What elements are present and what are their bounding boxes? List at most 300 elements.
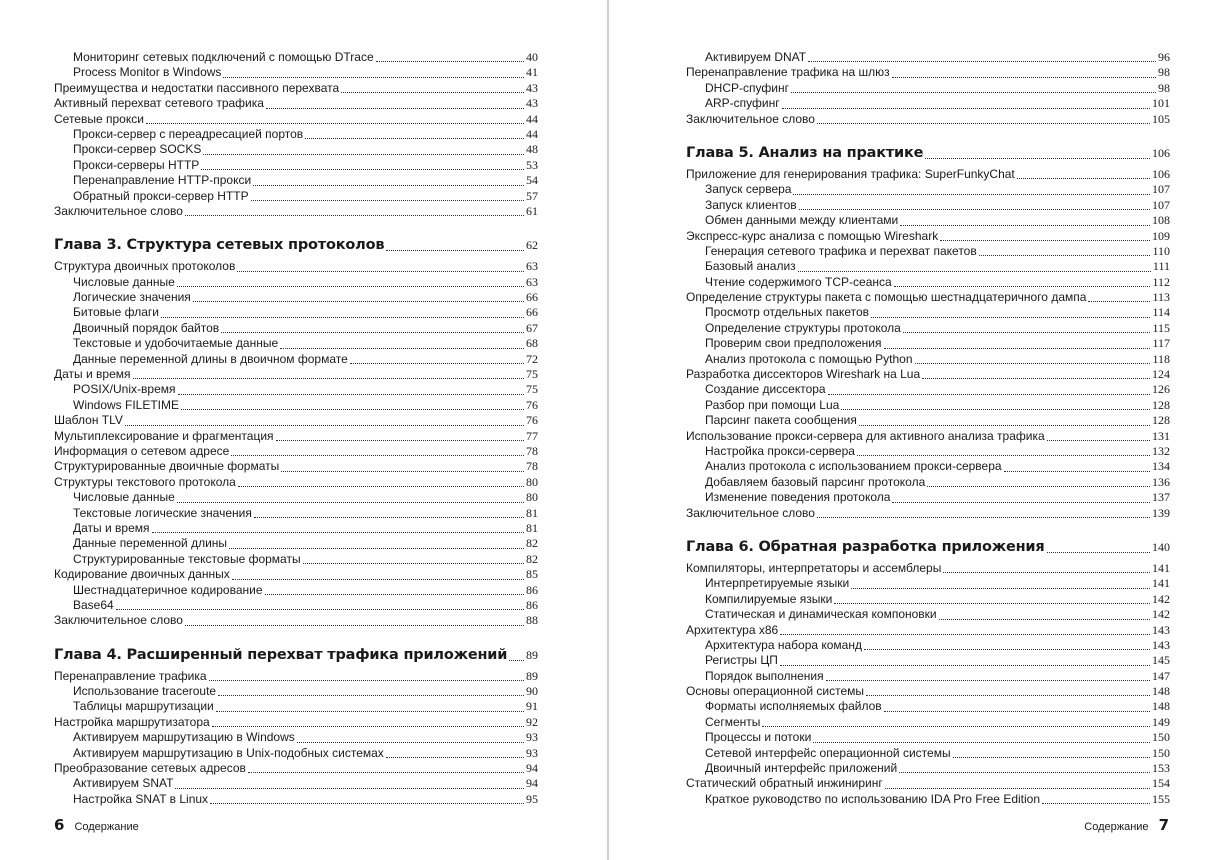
toc-entry bbox=[54, 429, 538, 444]
dot-leader bbox=[350, 353, 524, 364]
dot-leader bbox=[297, 732, 524, 743]
toc-entry bbox=[686, 413, 1170, 428]
dot-leader bbox=[851, 578, 1150, 589]
toc-entry-page: 76 bbox=[526, 397, 538, 412]
dot-leader bbox=[793, 184, 1150, 195]
toc-entry-title: Анализ протокола с помощью Python bbox=[705, 351, 913, 366]
dot-leader bbox=[799, 199, 1150, 210]
toc-entry-title: Разработка диссекторов Wireshark на Lua bbox=[686, 367, 921, 382]
toc-entry-title: Даты и время bbox=[54, 367, 131, 382]
toc-entry bbox=[54, 321, 538, 336]
toc-entry bbox=[54, 730, 538, 745]
toc-entry-page: 132 bbox=[1152, 443, 1170, 458]
toc-entry-page: 155 bbox=[1152, 791, 1170, 806]
toc-entry-title: Процессы и потоки bbox=[705, 730, 812, 745]
dot-leader bbox=[1047, 430, 1150, 441]
dot-leader bbox=[894, 276, 1151, 287]
toc-entry-title: Текстовые логические значения bbox=[73, 505, 252, 520]
toc-entry bbox=[54, 506, 538, 521]
dot-leader bbox=[376, 51, 524, 62]
toc-entry-title: Активируем маршрутизацию в Windows bbox=[73, 730, 295, 745]
toc-entry bbox=[54, 459, 538, 474]
toc-entry-title: Статический обратный инжиниринг bbox=[686, 776, 883, 791]
toc-entry-title: Сегменты bbox=[705, 714, 761, 729]
toc-entry bbox=[686, 653, 1170, 668]
dot-leader bbox=[509, 650, 524, 661]
dot-leader bbox=[116, 599, 524, 610]
toc-entry-page: 40 bbox=[526, 50, 538, 64]
toc-entry bbox=[686, 607, 1170, 622]
toc-entry-title: Настройка SNAT в Linux bbox=[73, 791, 209, 806]
dot-leader bbox=[884, 701, 1150, 712]
toc-entry bbox=[54, 552, 538, 567]
toc-entry bbox=[54, 96, 538, 111]
dot-leader bbox=[386, 240, 524, 251]
toc-entry-title: Архитектура x86 bbox=[686, 622, 779, 637]
toc-entry-page: 67 bbox=[526, 320, 538, 335]
toc-entry-page: 141 bbox=[1152, 560, 1170, 575]
toc-entry-page: 141 bbox=[1152, 576, 1170, 591]
toc-entry-title: Активный перехват сетевого трафика bbox=[54, 96, 264, 111]
toc-entry-title: Битовые флаги bbox=[73, 305, 159, 320]
dot-leader bbox=[254, 507, 524, 518]
dot-leader bbox=[281, 461, 524, 472]
toc-entry-page: 80 bbox=[526, 474, 538, 489]
toc-entry bbox=[54, 792, 538, 807]
toc-entry-page: 66 bbox=[526, 290, 538, 305]
toc-entry bbox=[686, 65, 1170, 80]
toc-entry-title: Активируем DNAT bbox=[705, 50, 807, 64]
toc-entry bbox=[54, 50, 538, 65]
toc-entry-title: Таблицы маршрутизации bbox=[73, 699, 214, 714]
dot-leader bbox=[857, 445, 1150, 456]
dot-leader bbox=[216, 701, 524, 712]
toc-entry-title: Преимущества и недостатки пассивного перехвата bbox=[54, 80, 340, 95]
dot-leader bbox=[940, 230, 1150, 241]
toc-entry bbox=[686, 290, 1170, 305]
toc-entry-title: Текстовые и удобочитаемые данные bbox=[73, 336, 279, 351]
toc-entry-title: Данные переменной длины в двоичном формате bbox=[73, 351, 348, 366]
dot-leader bbox=[210, 793, 524, 804]
toc-entry-title: Проверим свои предположения bbox=[705, 336, 882, 351]
toc-entry bbox=[686, 623, 1170, 638]
dot-leader bbox=[237, 261, 524, 272]
dot-leader bbox=[303, 553, 524, 564]
dot-leader bbox=[209, 670, 524, 681]
toc-entry bbox=[54, 189, 538, 204]
toc-entry bbox=[54, 475, 538, 490]
dot-leader bbox=[762, 716, 1150, 727]
toc-entry-page: 86 bbox=[526, 597, 538, 612]
dot-leader bbox=[201, 159, 524, 170]
dot-leader bbox=[305, 128, 524, 139]
toc-entry-page: 137 bbox=[1152, 490, 1170, 505]
toc-entry bbox=[686, 669, 1170, 684]
toc-entry-page: 118 bbox=[1152, 351, 1170, 366]
dot-leader bbox=[817, 507, 1150, 518]
footer-left bbox=[54, 816, 139, 834]
dot-leader bbox=[791, 82, 1156, 93]
dot-leader bbox=[177, 492, 524, 503]
toc-entry-title: Статическая и динамическая компоновки bbox=[705, 607, 937, 622]
toc-entry-page: 44 bbox=[526, 126, 538, 141]
dot-leader bbox=[841, 399, 1150, 410]
dot-leader bbox=[834, 593, 1150, 604]
dot-leader bbox=[828, 384, 1150, 395]
toc-entry-title: Определение структуры протокола bbox=[705, 320, 901, 335]
toc-entry-page: 115 bbox=[1152, 320, 1170, 335]
toc-entry-page: 113 bbox=[1152, 290, 1170, 305]
toc-entry-title: Шаблон TLV bbox=[54, 413, 123, 428]
toc-entry-page: 63 bbox=[526, 259, 538, 274]
toc-entry-page: 81 bbox=[526, 520, 538, 535]
toc-entry-page: 142 bbox=[1152, 591, 1170, 606]
toc-entry bbox=[54, 398, 538, 413]
toc-entry-page: 54 bbox=[526, 173, 538, 188]
toc-entry-title: Даты и время bbox=[73, 520, 150, 535]
toc-entry-page: 89 bbox=[526, 647, 538, 662]
toc-entry bbox=[54, 81, 538, 96]
toc-entry bbox=[686, 50, 1170, 65]
toc-entry-page: 111 bbox=[1152, 259, 1170, 274]
toc-entry bbox=[54, 521, 538, 536]
dot-leader bbox=[782, 98, 1150, 109]
toc-entry-title: Обратный прокси-сервер HTTP bbox=[73, 188, 249, 203]
toc-entry bbox=[686, 81, 1170, 96]
dot-leader bbox=[1042, 793, 1150, 804]
toc-entry-page: 154 bbox=[1152, 776, 1170, 791]
dot-leader bbox=[1017, 168, 1150, 179]
toc-entry-page: 43 bbox=[526, 96, 538, 111]
toc-entry-page: 110 bbox=[1152, 243, 1170, 258]
toc-entry-page: 149 bbox=[1152, 714, 1170, 729]
toc-entry-page: 92 bbox=[526, 714, 538, 729]
toc-chapter-heading bbox=[686, 536, 1170, 558]
dot-leader bbox=[178, 384, 525, 395]
toc-entry-page: 57 bbox=[526, 188, 538, 203]
toc-entry-title: Активируем маршрутизацию в Unix-подобных системах bbox=[73, 745, 384, 760]
toc-entry bbox=[54, 336, 538, 351]
toc-entry-page: 85 bbox=[526, 567, 538, 582]
toc-entry-title: Числовые данные bbox=[73, 274, 175, 289]
toc-entry-page: 106 bbox=[1152, 145, 1170, 160]
toc-entry-title: Перенаправление HTTP-прокси bbox=[73, 173, 252, 188]
dot-leader bbox=[146, 113, 524, 124]
toc-entry bbox=[686, 259, 1170, 274]
toc-entry-title: Обмен данными между клиентами bbox=[705, 213, 899, 228]
dot-leader bbox=[1004, 461, 1150, 472]
dot-leader bbox=[181, 399, 524, 410]
dot-leader bbox=[218, 685, 524, 696]
toc-entry bbox=[686, 112, 1170, 127]
dot-leader bbox=[1088, 291, 1150, 302]
toc-entry bbox=[54, 352, 538, 367]
toc-entry-page: 143 bbox=[1152, 637, 1170, 652]
toc-entry bbox=[54, 583, 538, 598]
toc-entry-page: 86 bbox=[526, 582, 538, 597]
toc-entry bbox=[686, 638, 1170, 653]
page-number: 7 bbox=[1158, 816, 1169, 834]
toc-entry-page: 142 bbox=[1152, 607, 1170, 622]
toc-entry-page: 61 bbox=[526, 203, 538, 218]
toc-chapter-heading bbox=[686, 142, 1170, 164]
toc-chapter-heading bbox=[54, 234, 538, 256]
toc-entry bbox=[54, 65, 538, 80]
toc-entry-page: 80 bbox=[526, 490, 538, 505]
dot-leader bbox=[780, 624, 1150, 635]
toc-entry-title: Сетевые прокси bbox=[54, 111, 144, 126]
toc-entry-title: Прокси-сервер SOCKS bbox=[73, 142, 202, 157]
toc-entry bbox=[54, 490, 538, 505]
toc-entry bbox=[54, 275, 538, 290]
toc-entry bbox=[54, 382, 538, 397]
toc-entry-title: Мультиплексирование и фрагментация bbox=[54, 428, 274, 443]
toc-entry-title: Прокси-серверы HTTP bbox=[73, 157, 200, 172]
toc-entry-page: 150 bbox=[1152, 745, 1170, 760]
footer-right bbox=[1084, 816, 1169, 834]
toc-entry-page: 114 bbox=[1152, 305, 1170, 320]
toc-entry-page: 147 bbox=[1152, 668, 1170, 683]
toc-entry-page: 62 bbox=[526, 238, 538, 253]
toc-entry bbox=[54, 776, 538, 791]
toc-entry-page: 75 bbox=[526, 367, 538, 382]
toc-entry-title: Двоичный порядок байтов bbox=[73, 320, 220, 335]
dot-leader bbox=[943, 562, 1150, 573]
toc-entry-page: 107 bbox=[1152, 182, 1170, 197]
dot-leader bbox=[892, 492, 1150, 503]
toc-entry-title: Заключительное слово bbox=[686, 505, 815, 520]
toc-entry bbox=[686, 761, 1170, 776]
toc-entry-page: 148 bbox=[1152, 684, 1170, 699]
toc-entry-page: 66 bbox=[526, 305, 538, 320]
toc-entry-page: 75 bbox=[526, 382, 538, 397]
dot-leader bbox=[248, 762, 524, 773]
dot-leader bbox=[251, 190, 524, 201]
toc-entry bbox=[54, 536, 538, 551]
toc-entry-page: 53 bbox=[526, 157, 538, 172]
toc-entry bbox=[686, 459, 1170, 474]
toc-entry-page: 88 bbox=[526, 613, 538, 628]
toc-entry bbox=[686, 506, 1170, 521]
toc-entry-title: Структурированные текстовые форматы bbox=[73, 551, 301, 566]
dot-leader bbox=[238, 476, 524, 487]
toc-entry bbox=[54, 669, 538, 684]
toc-entry-title: Разбор при помощи Lua bbox=[705, 397, 840, 412]
dot-leader bbox=[859, 415, 1150, 426]
toc-entry bbox=[54, 305, 538, 320]
toc-entry bbox=[686, 730, 1170, 745]
dot-leader bbox=[266, 98, 524, 109]
toc-entry bbox=[686, 776, 1170, 791]
toc-entry-title: Просмотр отдельных пакетов bbox=[705, 305, 870, 320]
toc-entry bbox=[54, 413, 538, 428]
toc-entry-title: Основы операционной системы bbox=[686, 684, 864, 699]
dot-leader bbox=[175, 778, 524, 789]
toc-entry bbox=[54, 444, 538, 459]
toc-entry-title: Данные переменной длины bbox=[73, 536, 228, 551]
toc-entry bbox=[686, 592, 1170, 607]
toc-entry bbox=[54, 112, 538, 127]
toc-entry-page: 108 bbox=[1152, 213, 1170, 228]
dot-leader bbox=[899, 762, 1150, 773]
toc-entry-title: Настройка маршрутизатора bbox=[54, 714, 210, 729]
toc-entry-title: Информация о сетевом адресе bbox=[54, 443, 230, 458]
dot-leader bbox=[232, 569, 524, 580]
table-of-contents-left bbox=[54, 50, 538, 807]
dot-leader bbox=[276, 430, 524, 441]
toc-entry-title: Преобразование сетевых адресов bbox=[54, 761, 246, 776]
toc-entry-page: 145 bbox=[1152, 653, 1170, 668]
toc-entry bbox=[686, 198, 1170, 213]
dot-leader bbox=[922, 368, 1150, 379]
toc-entry-page: 44 bbox=[526, 111, 538, 126]
dot-leader bbox=[953, 747, 1150, 758]
toc-entry bbox=[686, 715, 1170, 730]
dot-leader bbox=[185, 615, 524, 626]
toc-entry bbox=[54, 142, 538, 157]
toc-entry bbox=[54, 761, 538, 776]
dot-leader bbox=[125, 415, 524, 426]
dot-leader bbox=[212, 716, 524, 727]
toc-entry bbox=[54, 204, 538, 219]
dot-leader bbox=[826, 670, 1150, 681]
toc-entry-title: Windows FILETIME bbox=[73, 397, 180, 412]
toc-entry-page: 128 bbox=[1152, 413, 1170, 428]
toc-entry-page: 131 bbox=[1152, 428, 1170, 443]
dot-leader bbox=[798, 261, 1151, 272]
toc-entry bbox=[686, 96, 1170, 111]
toc-entry-page: 96 bbox=[1158, 50, 1170, 64]
dot-leader bbox=[903, 322, 1151, 333]
toc-entry-title: Кодирование двоичных данных bbox=[54, 567, 230, 582]
toc-entry-title: Запуск сервера bbox=[705, 182, 792, 197]
dot-leader bbox=[133, 368, 525, 379]
toc-entry-title: Глава 4. Расширенный перехват трафика приложений bbox=[54, 646, 508, 663]
toc-entry-page: 43 bbox=[526, 80, 538, 95]
toc-entry bbox=[686, 244, 1170, 259]
toc-entry bbox=[54, 173, 538, 188]
toc-entry-title: Мониторинг сетевых подключений с помощью DTrace bbox=[73, 50, 374, 64]
toc-entry-page: 117 bbox=[1152, 336, 1170, 351]
toc-entry bbox=[54, 699, 538, 714]
dot-leader bbox=[193, 291, 524, 302]
toc-entry bbox=[686, 352, 1170, 367]
toc-entry-page: 93 bbox=[526, 745, 538, 760]
toc-entry bbox=[54, 715, 538, 730]
running-head: Содержание bbox=[74, 821, 139, 833]
dot-leader bbox=[152, 522, 525, 533]
toc-entry bbox=[686, 213, 1170, 228]
toc-entry-page: 41 bbox=[526, 65, 538, 80]
toc-entry bbox=[686, 792, 1170, 807]
toc-entry-page: 93 bbox=[526, 730, 538, 745]
dot-leader bbox=[223, 67, 524, 78]
toc-entry-page: 148 bbox=[1152, 699, 1170, 714]
dot-leader bbox=[341, 82, 524, 93]
toc-entry-title: Заключительное слово bbox=[686, 111, 815, 126]
toc-entry-title: Глава 6. Обратная разработка приложения bbox=[686, 538, 1045, 555]
toc-entry-title: Архитектура набора команд bbox=[705, 637, 862, 652]
toc-entry-title: Структура двоичных протоколов bbox=[54, 259, 236, 274]
toc-entry-title: Шестнадцатеричное кодирование bbox=[73, 582, 263, 597]
toc-entry bbox=[686, 684, 1170, 699]
dot-leader bbox=[885, 778, 1150, 789]
toc-entry-page: 82 bbox=[526, 536, 538, 551]
toc-entry-title: Определение структуры пакета с помощью шестнадцатеричного дампа bbox=[686, 290, 1087, 305]
toc-entry bbox=[686, 367, 1170, 382]
toc-entry-page: 101 bbox=[1152, 96, 1170, 111]
toc-entry-page: 90 bbox=[526, 684, 538, 699]
toc-entry-page: 105 bbox=[1152, 111, 1170, 126]
dot-leader bbox=[979, 245, 1151, 256]
toc-entry-title: Логические значения bbox=[73, 290, 191, 305]
toc-entry-page: 77 bbox=[526, 428, 538, 443]
toc-entry-title: Перенаправление трафика bbox=[54, 668, 207, 683]
dot-leader bbox=[927, 476, 1150, 487]
toc-entry bbox=[686, 336, 1170, 351]
dot-leader bbox=[177, 276, 524, 287]
toc-entry-title: Анализ протокола с использованием прокси-сервера bbox=[705, 459, 1002, 474]
toc-entry-title: Перенаправление трафика на шлюз bbox=[686, 65, 890, 80]
dot-leader bbox=[817, 113, 1150, 124]
toc-entry bbox=[686, 699, 1170, 714]
toc-entry bbox=[686, 561, 1170, 576]
toc-entry-page: 98 bbox=[1158, 80, 1170, 95]
dot-leader bbox=[915, 353, 1151, 364]
toc-entry-title: Числовые данные bbox=[73, 490, 175, 505]
toc-entry bbox=[686, 321, 1170, 336]
dot-leader bbox=[253, 175, 524, 186]
toc-entry bbox=[54, 613, 538, 628]
toc-entry bbox=[686, 229, 1170, 244]
toc-entry bbox=[686, 746, 1170, 761]
toc-entry bbox=[686, 490, 1170, 505]
toc-entry-page: 107 bbox=[1152, 197, 1170, 212]
running-head: Содержание bbox=[1084, 821, 1149, 833]
dot-leader bbox=[280, 338, 524, 349]
page-number: 6 bbox=[54, 816, 65, 834]
dot-leader bbox=[161, 307, 524, 318]
toc-entry-title: POSIX/Unix-время bbox=[73, 382, 176, 397]
dot-leader bbox=[203, 144, 524, 155]
toc-entry-title: Структуры текстового протокола bbox=[54, 474, 236, 489]
toc-entry-page: 134 bbox=[1152, 459, 1170, 474]
dot-leader bbox=[884, 338, 1151, 349]
toc-entry-page: 124 bbox=[1152, 367, 1170, 382]
toc-entry-page: 78 bbox=[526, 443, 538, 458]
toc-entry bbox=[54, 567, 538, 582]
toc-entry-title: Приложение для генерирования трафика: SuperFunkyChat bbox=[686, 166, 1015, 181]
toc-entry bbox=[54, 259, 538, 274]
toc-entry-title: Чтение содержимого TCP-сеанса bbox=[705, 274, 892, 289]
toc-entry-page: 126 bbox=[1152, 382, 1170, 397]
toc-entry bbox=[54, 127, 538, 142]
dot-leader bbox=[780, 655, 1150, 666]
toc-entry-title: Парсинг пакета сообщения bbox=[705, 413, 857, 428]
toc-entry bbox=[686, 398, 1170, 413]
dot-leader bbox=[386, 747, 524, 758]
dot-leader bbox=[925, 148, 1150, 159]
toc-entry-page: 128 bbox=[1152, 397, 1170, 412]
toc-entry-title: Заключительное слово bbox=[54, 613, 183, 628]
dot-leader bbox=[229, 538, 524, 549]
toc-entry-page: 94 bbox=[526, 761, 538, 776]
dot-leader bbox=[813, 732, 1150, 743]
toc-entry-page: 48 bbox=[526, 142, 538, 157]
toc-entry-title: Краткое руководство по использованию IDA Pro Free Edition bbox=[705, 791, 1041, 806]
dot-leader bbox=[864, 639, 1150, 650]
toc-entry bbox=[54, 158, 538, 173]
